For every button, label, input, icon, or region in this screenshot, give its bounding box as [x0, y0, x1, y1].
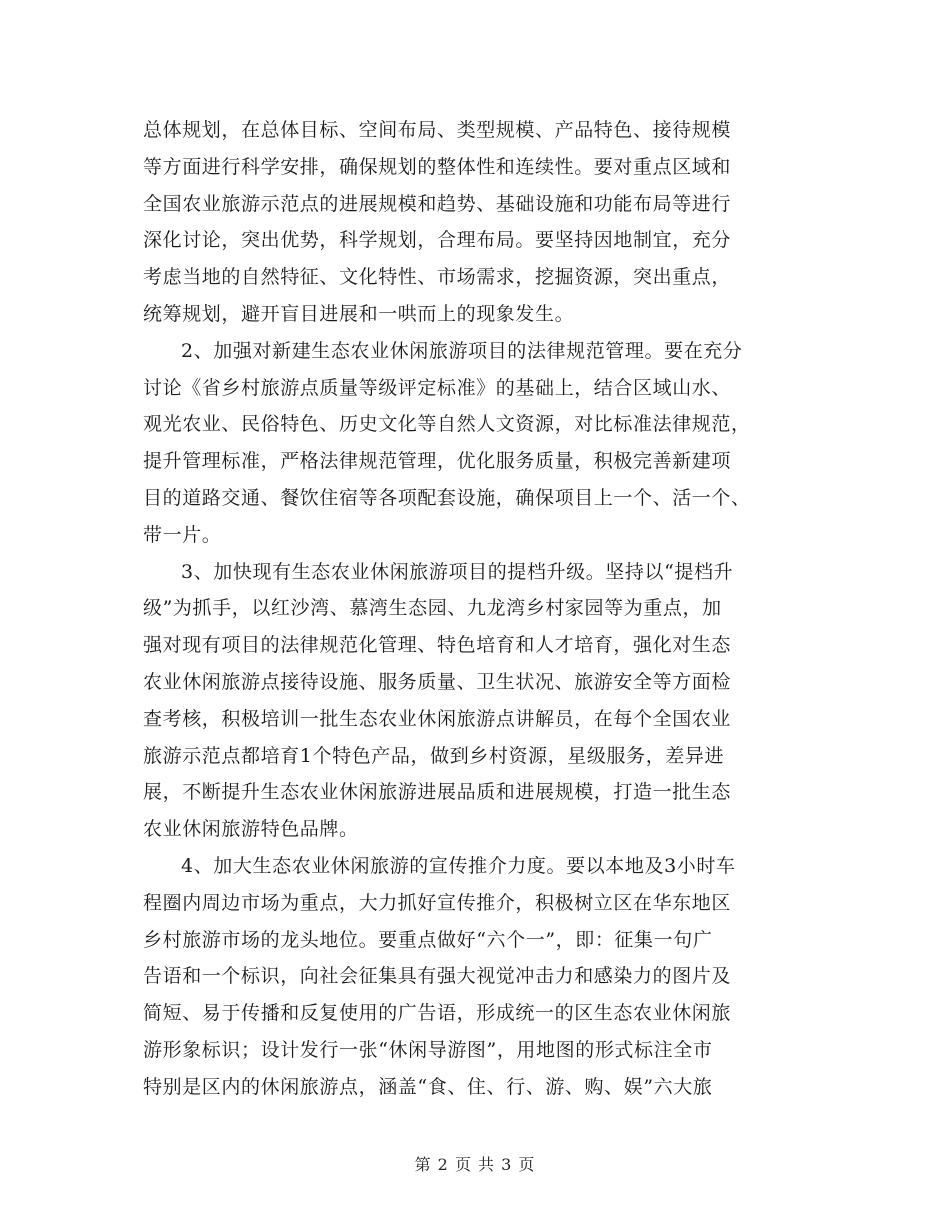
text-line: 查考核，积极培训一批生态农业休闲旅游点讲解员，在每个全国农业 [143, 707, 732, 730]
text-line: 农业休闲旅游点接待设施、服务质量、卫生状况、旅游安全等方面检 [143, 670, 732, 693]
document-body [143, 112, 808, 1106]
text-line: 程圈内周边市场为重点，大力抓好宣传推介，积极树立区在华东地区 [143, 891, 732, 914]
text-line: 目的道路交通、餐饮住宿等各项配套设施，确保项目上一个、活一个、 [143, 486, 751, 509]
text-line: 乡村旅游市场的龙头地位。要重点做好“六个一”，即：征集一句广 [143, 928, 713, 951]
text-line: 提升管理标准，严格法律规范管理，优化服务质量，积极完善新建项 [143, 450, 732, 473]
text-line: 特别是区内的休闲旅游点，涵盖“食、住、行、游、购、娱”六大旅 [143, 1075, 713, 1098]
text-line: 农业休闲旅游特色品牌。 [143, 818, 359, 841]
paragraph-first-line: 4、加大生态农业休闲旅游的宣传推介力度。要以本地及3小时车 [181, 854, 736, 877]
text-line: 总体规划，在总体目标、空间布局、类型规模、产品特色、接待规模 [143, 119, 732, 141]
paragraph-first-line: 3、加快现有生态农业休闲旅游项目的提档升级。坚持以“提档升 [181, 560, 734, 583]
text-line: 统筹规划，避开盲目进展和一哄而上的现象发生。 [143, 302, 575, 325]
text-line: 展，不断提升生态农业休闲旅游进展品质和进展规模，打造一批生态 [143, 781, 732, 804]
text-line: 强对现有项目的法律规范化管理、特色培育和人才培育，强化对生态 [143, 634, 732, 657]
paragraph-first-line: 2、加强对新建生态农业休闲旅游项目的法律规范管理。要在充分 [181, 339, 743, 362]
page-footer: 第 2 页 共 3 页 [414, 1155, 536, 1174]
text-line: 游形象标识；设计发行一张“休闲导游图”，用地图的形式标注全市 [143, 1038, 713, 1061]
text-line: 全国农业旅游示范点的进展规模和趋势、基础设施和功能布局等进行 [143, 192, 732, 215]
text-line: 级”为抓手，以红沙湾、慕湾生态园、九龙湾乡村家园等为重点，加 [143, 597, 722, 620]
text-line: 带一片。 [143, 523, 222, 546]
text-line: 简短、易于传播和反复使用的广告语，形成统一的区生态农业休闲旅 [143, 1002, 732, 1025]
text-line: 旅游示范点都培育1个特色产品，做到乡村资源，星级服务，差异进 [143, 744, 725, 767]
text-line: 讨论《省乡村旅游点质量等级评定标准》的基础上，结合区域山水、 [143, 376, 732, 399]
text-line: 考虑当地的自然特征、文化特性、市场需求，挖掘资源，突出重点， [143, 266, 732, 289]
text-line: 深化讨论，突出优势，科学规划，合理布局。要坚持因地制宜，充分 [143, 229, 732, 252]
text-line: 告语和一个标识，向社会征集具有强大视觉冲击力和感染力的图片及 [143, 965, 732, 988]
text-line: 观光农业、民俗特色、历史文化等自然人文资源，对比标准法律规范， [143, 413, 751, 436]
text-line: 等方面进行科学安排，确保规划的整体性和连续性。要对重点区域和 [143, 155, 732, 178]
